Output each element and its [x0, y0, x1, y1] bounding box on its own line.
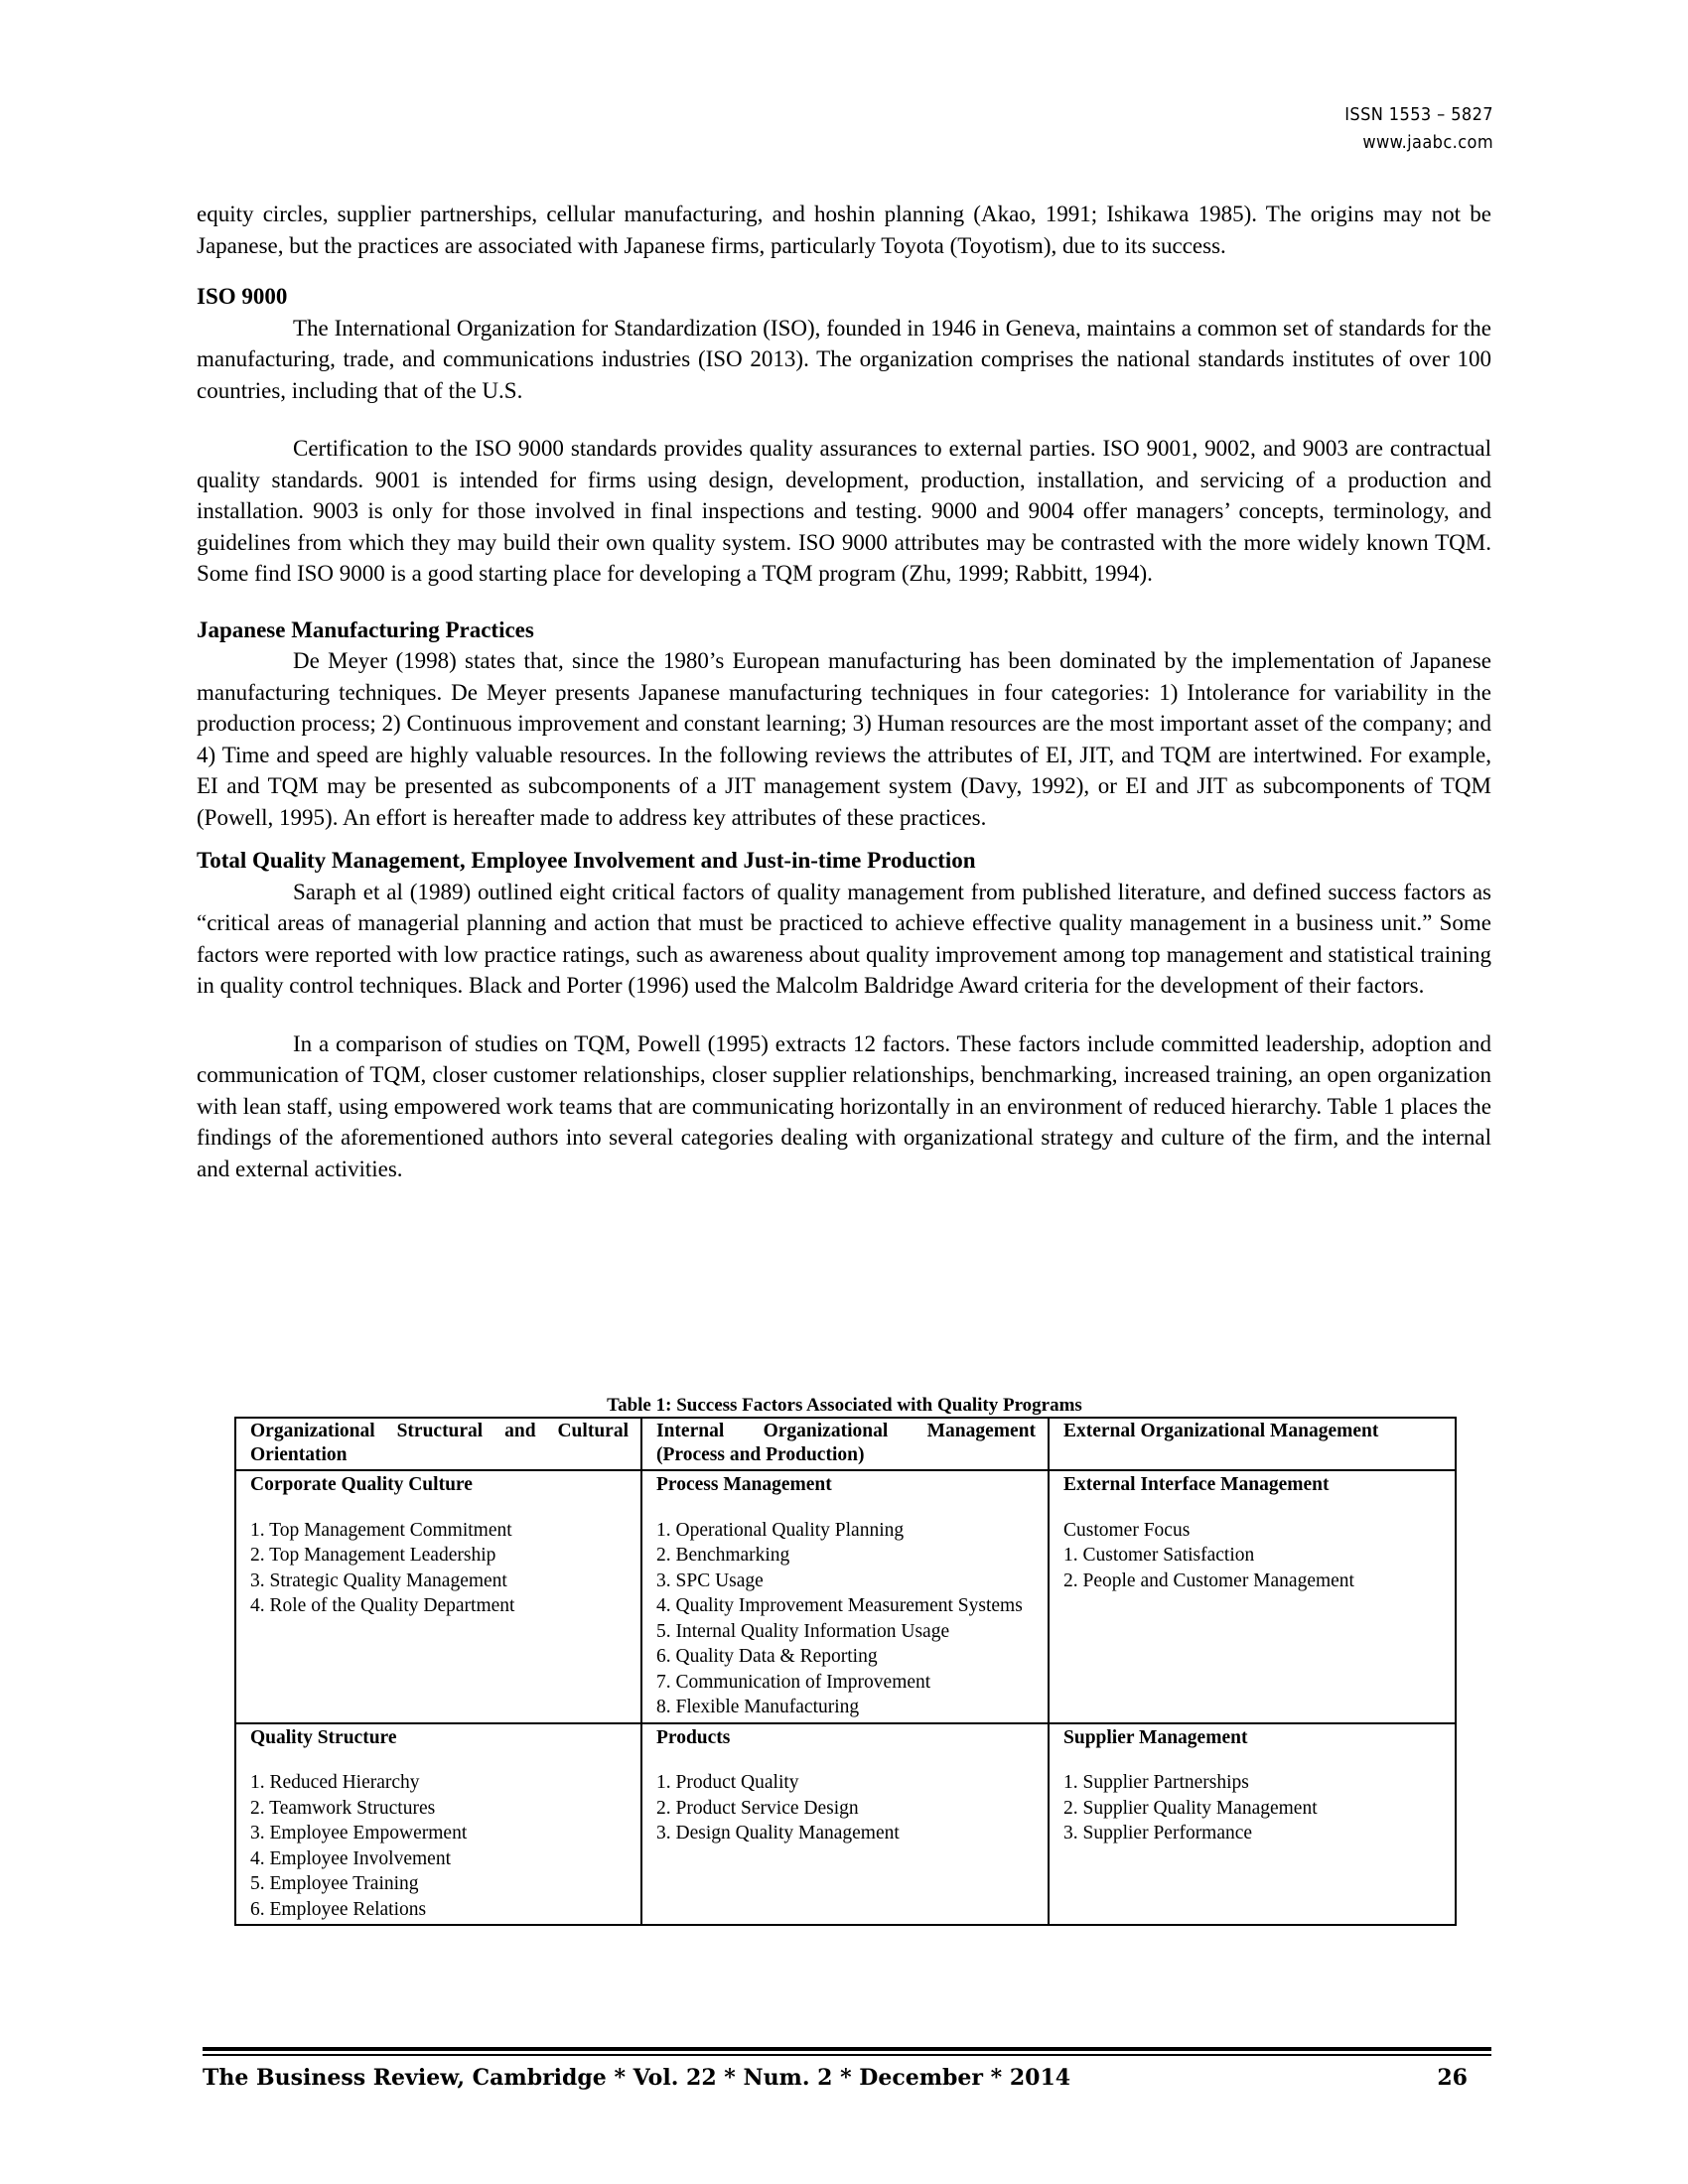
table-header-row — [235, 1418, 1456, 1470]
section-heading-japanese: Japanese Manufacturing Practices — [197, 616, 534, 642]
list-item: 3. Design Quality Management — [656, 1823, 900, 1843]
list-item: 2. Top Management Leadership — [250, 1545, 496, 1566]
list-item: 3. SPC Usage — [656, 1570, 764, 1591]
list-item: 4. Employee Involvement — [250, 1847, 451, 1869]
list-item: 6. Quality Data & Reporting — [656, 1646, 878, 1667]
page-footer — [203, 2063, 1491, 2093]
page-number: 26 — [1437, 2065, 1468, 2091]
section-heading-iso: ISO 9000 — [197, 284, 288, 309]
table-cell — [1049, 1470, 1456, 1723]
list-item: 2. Benchmarking — [656, 1545, 790, 1566]
list-item: 3. Supplier Performance — [1063, 1823, 1253, 1843]
header-cell-external — [1049, 1418, 1456, 1470]
header-cell-internal — [641, 1418, 1049, 1470]
article-body — [197, 199, 1491, 1184]
header-col1-line2: Orientation — [250, 1444, 348, 1465]
tqm-paragraph-1: Saraph et al (1989) outlined eight critical factors of quality management from published literature, and defined success factors as “critical areas of managerial planning and action that must be practiced to achieve effective quality management in a business unit.” Some factors were reported with low practice ratings, such as awareness about quality improvement among top management and statistical training in quality control techniques. Black and Porter (1996) used the Malcolm Baldridge Award criteria for the development of their factors. — [197, 879, 1491, 998]
running-header — [1344, 101, 1493, 157]
tqm-paragraph-2: In a comparison of studies on TQM, Powell (1995) extracts 12 factors. These factors include committed leadership, adoption and communication of TQM, closer customer relationships, closer supplier relationships, benchmarking, increased training, an open organization with lean staff, using empowered work teams that are communicating horizontally in an environment of reduced hierarchy. Table 1 places the findings of the aforementioned authors into several categories dealing with organizational strategy and culture of the firm, and the internal and external activities. — [197, 1030, 1491, 1181]
list-item: 6. Employee Relations — [250, 1898, 427, 1920]
list-item: 1. Customer Satisfaction — [1063, 1545, 1255, 1566]
footer-rule-thin — [203, 2054, 1491, 2056]
list-item: 4. Role of the Quality Department — [250, 1595, 515, 1616]
list-item: 3. Employee Empowerment — [250, 1823, 468, 1843]
success-factors-table — [234, 1417, 1457, 1926]
table-row — [235, 1470, 1456, 1723]
intro-paragraph: equity circles, supplier partnerships, cellular manufacturing, and hoshin planning (Akao, 1991; Ishikawa 1985). The origins may not be Japanese, but the practices are associated with Japanese firms, particularly Toyota (Toyotism), due to its success. — [197, 202, 1491, 258]
list-item: 4. Quality Improvement Measurement Systems — [656, 1595, 1023, 1616]
category-title: Process Management — [656, 1474, 832, 1495]
header-col2-line2: (Process and Production) — [656, 1444, 865, 1465]
category-title: Supplier Management — [1063, 1726, 1248, 1748]
list-item: 1. Top Management Commitment — [250, 1519, 512, 1541]
list-item: 5. Internal Quality Information Usage — [656, 1620, 950, 1642]
header-col3-line1: External Organizational Management — [1063, 1421, 1379, 1441]
subcategory-label: Customer Focus — [1063, 1519, 1191, 1541]
category-title: Products — [656, 1726, 731, 1748]
list-item: 1. Supplier Partnerships — [1063, 1772, 1249, 1793]
journal-citation: The Business Review, Cambridge * Vol. 22 * Num. 2 * December * 2014 — [203, 2065, 1071, 2091]
list-item: 1. Product Quality — [656, 1772, 799, 1793]
table-cell — [235, 1723, 641, 1926]
table-caption: Table 1: Success Factors Associated with Quality Programs — [607, 1395, 1082, 1416]
japanese-paragraph: De Meyer (1998) states that, since the 1980’s European manufacturing has been dominated by the implementation of Japanese manufacturing techniques. De Meyer presents Japanese manufacturing techniques in four categories: 1) Intolerance for variability in the production process; 2) Continuous improvement and constant learning; 3) Human resources are the most important asset of the company; and 4) Time and speed are highly valuable resources. In the following reviews the attributes of EI, JIT, and TQM are intertwined. For example, EI and TQM may be presented as subcomponents of a JIT management system (Davy, 1992), or EI and JIT as subcomponents of TQM (Powell, 1995). An effort is hereafter made to address key attributes of these practices. — [197, 648, 1491, 830]
category-title: Quality Structure — [250, 1726, 397, 1748]
list-item: 2. Product Service Design — [656, 1797, 859, 1819]
table-cell — [641, 1470, 1049, 1723]
website-text: www.jaabc.com — [1362, 132, 1493, 153]
list-item: 7. Communication of Improvement — [656, 1671, 931, 1693]
table-cell — [641, 1723, 1049, 1926]
list-item: 1. Reduced Hierarchy — [250, 1772, 420, 1793]
list-item: 2. People and Customer Management — [1063, 1570, 1354, 1591]
list-item: 8. Flexible Manufacturing — [656, 1697, 860, 1717]
section-heading-tqm: Total Quality Management, Employee Involvement and Just-in-time Production — [197, 848, 976, 873]
table-row — [235, 1723, 1456, 1926]
header-col1-line1: Organizational Structural and Cultural — [250, 1421, 629, 1441]
list-item: 3. Strategic Quality Management — [250, 1570, 507, 1591]
table-cell — [1049, 1723, 1456, 1926]
iso-paragraph-1: The International Organization for Standardization (ISO), founded in 1946 in Geneva, maintains a common set of standards for the manufacturing, trade, and communications industries (ISO 2013). The organization comprises the national standards institutes of over 100 countries, including that of the U.S. — [197, 315, 1491, 403]
category-title: Corporate Quality Culture — [250, 1474, 473, 1495]
list-item: 1. Operational Quality Planning — [656, 1519, 905, 1541]
iso-paragraph-2: Certification to the ISO 9000 standards provides quality assurances to external parties. ISO 9001, 9002, and 9003 are contractual quality standards. 9001 is intended for firms using design, development, production, installation, and servicing of a production and installation. 9003 is only for those involved in final inspections and testing. 9000 and 9004 offer managers’ concepts, terminology, and guidelines from which they may build their own quality system. ISO 9000 attributes may be contrasted with the more widely known TQM. Some find ISO 9000 is a good starting place for developing a TQM program (Zhu, 1999; Rabbitt, 1994). — [197, 436, 1491, 586]
list-item: 2. Teamwork Structures — [250, 1797, 436, 1819]
footer-rule-thick — [203, 2047, 1491, 2051]
header-col2-line1: Internal Organizational Management — [656, 1421, 1036, 1441]
list-item: 5. Employee Training — [250, 1873, 419, 1894]
table-cell — [235, 1470, 641, 1723]
header-cell-structural — [235, 1418, 641, 1470]
category-title: External Interface Management — [1063, 1474, 1330, 1495]
list-item: 2. Supplier Quality Management — [1063, 1797, 1318, 1819]
issn-text: ISSN 1553 – 5827 — [1344, 104, 1493, 125]
